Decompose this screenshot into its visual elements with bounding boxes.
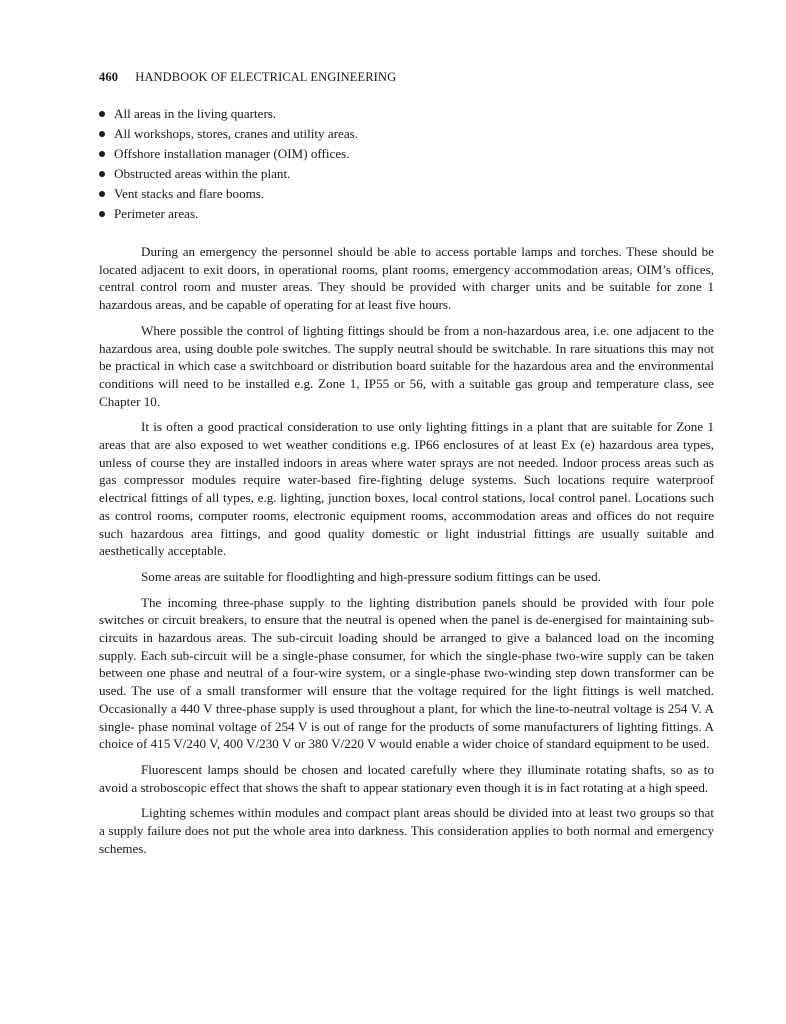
bullet-icon xyxy=(99,171,105,177)
list-item-text: Obstructed areas within the plant. xyxy=(114,166,291,181)
paragraph-floodlighting: Some areas are suitable for floodlighting and high-pressure sodium fittings can be used. xyxy=(141,568,601,584)
page-body xyxy=(99,104,714,866)
bullet-icon xyxy=(99,111,105,117)
list-item-text: All workshops, stores, cranes and utility areas. xyxy=(114,126,358,141)
list-item-text: All areas in the living quarters. xyxy=(114,106,277,121)
list-item-text: Perimeter areas. xyxy=(114,206,199,221)
list-item xyxy=(99,164,714,184)
page-header xyxy=(99,70,396,85)
list-item-text: Vent stacks and flare booms. xyxy=(114,186,265,201)
list-item-text: Offshore installation manager (OIM) offices. xyxy=(114,146,350,161)
bullet-icon xyxy=(99,151,105,157)
paragraph-lighting-control: Where possible the control of lighting fittings should be from a non-hazardous area, i.e. one adjacent to the hazardous area, using double pole switches. The supply neutral should be switchable. In rare situations this may not be practical in which case a switchboard or distribution board suitable for the hazardous area and the environmental conditions will need to be installed e.g. Zone 1, IP55 or 56, with a suitable gas group and temperature class, see Chapter 10. xyxy=(99,322,714,409)
paragraph-fluorescent-lamps: Fluorescent lamps should be chosen and located carefully where they illuminate rotating shafts, so as to avoid a stroboscopic effect that shows the shaft to appear stationary even though it is in fact rotating at a high speed. xyxy=(99,761,714,795)
list-item xyxy=(99,204,714,224)
paragraph-portable-lamps: During an emergency the personnel should be able to access portable lamps and torches. These should be located adjacent to exit doors, in operational rooms, plant rooms, emergency accommodation areas, OIM’s offices, central control room and muster areas. They should be provided with charger units and be suitable for zone 1 hazardous areas, and be capable of operating for at least five hours. xyxy=(99,244,714,313)
list-item xyxy=(99,104,714,124)
bullet-icon xyxy=(99,211,105,217)
bullet-list xyxy=(99,104,714,224)
paragraph-lighting-groups: Lighting schemes within modules and compact plant areas should be divided into at least two groups so that a supply failure does not put the whole area into darkness. This consideration applies to both normal and emergency schemes. xyxy=(99,805,714,856)
paragraph-supply-panels: The incoming three-phase supply to the lighting distribution panels should be provided with four pole switches or circuit breakers, to ensure that the neutral is opened when the panel is de-energised for maintaining sub-circuits in hazardous areas. The sub-circuit loading should be arranged to give a balanced load on the incoming supply. Each sub-circuit will be a single-phase consumer, for which the single-phase two-wire supply can be taken between one phase and neutral of a four-wire system, or a single-phase two-winding step down transformer can be used. The use of a small transformer will ensure that the voltage required for the light fittings is well matched. Occasionally a 440 V three-phase supply is used throughout a plant, for which the line-to-neutral voltage is 254 V. A single- phase nominal voltage of 254 V is out of range for the products of some manufacturers of lighting fittings. A choice of 415 V/240 V, 400 V/230 V or 380 V/220 V would enable a wider choice of standard equipment to be used. xyxy=(99,594,714,752)
list-item xyxy=(99,184,714,204)
bullet-icon xyxy=(99,191,105,197)
list-item xyxy=(99,144,714,164)
page-number: 460 xyxy=(99,70,119,84)
list-item xyxy=(99,124,714,144)
running-title: HANDBOOK OF ELECTRICAL ENGINEERING xyxy=(135,70,397,84)
bullet-icon xyxy=(99,131,105,137)
paragraph-zone-fittings: It is often a good practical consideration to use only lighting fittings in a plant that are suitable for Zone 1 areas that are also exposed to wet weather conditions e.g. IP66 enclosures of at least Ex (e) hazardous area types, unless of course they are installed indoors in areas where water sprays are not needed. Indoor process areas such as gas compressor modules require water-based fire-fighting deluge systems. Such locations require waterproof electrical fittings of all types, e.g. lighting, junction boxes, local control stations, local control panel. Locations such as control rooms, computer rooms, electronic equipment rooms, accommodation areas and offices do not require such hazardous area fittings, and good quality domestic or light industrial fittings are usually suitable and aesthetically acceptable. xyxy=(99,419,714,559)
